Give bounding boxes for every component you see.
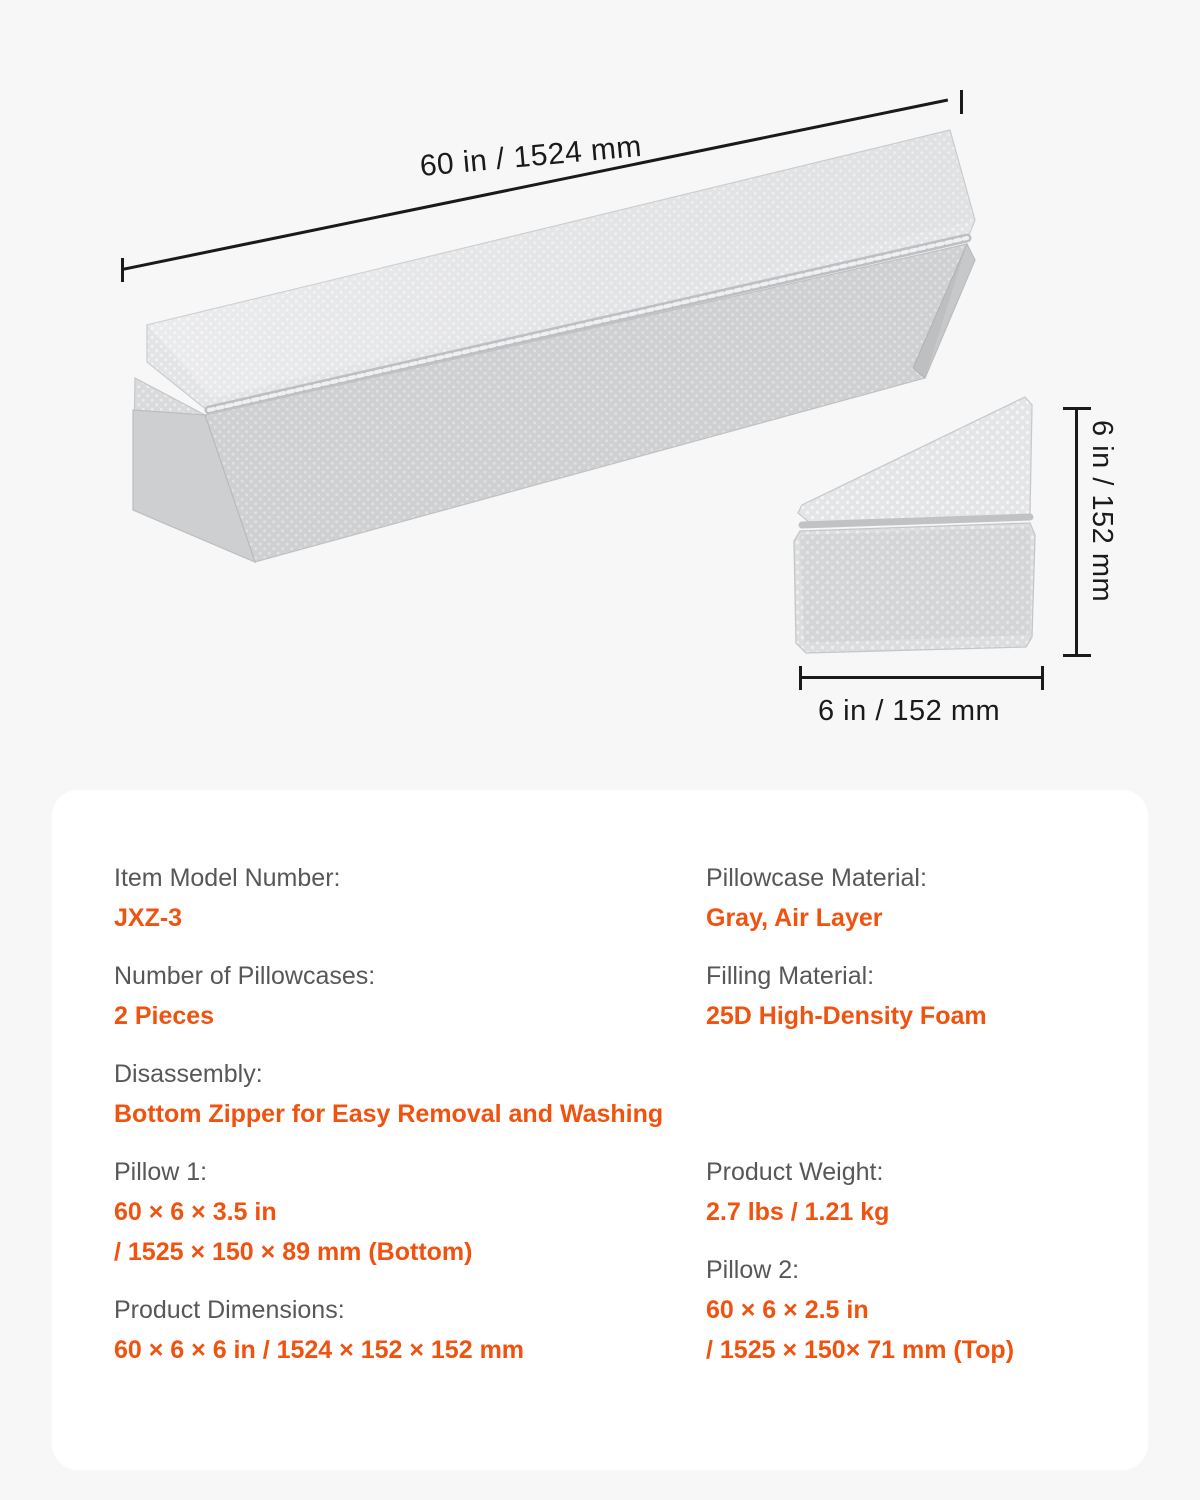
spec-value: JXZ-3 [114,904,183,932]
spec-label: Pillow 1: [114,1158,208,1186]
spec-product-weight [706,1154,1096,1230]
spec-value: 25D High-Density Foam [706,1002,987,1030]
spec-label: Item Model Number: [114,864,341,892]
length-tick-right [960,90,963,114]
height-tick-bottom [1063,654,1091,657]
spec-column-left [114,860,714,1390]
spec-label: Filling Material: [706,962,875,990]
spec-value: Gray, Air Layer [706,904,883,932]
height-tick-top [1063,407,1091,410]
spec-value-line2: / 1525 × 150 × 89 mm (Bottom) [114,1238,473,1266]
spec-pillowcase-material [706,860,1096,936]
spec-label: Number of Pillowcases: [114,962,376,990]
spec-column-right [706,860,1096,1390]
spec-value: 2 Pieces [114,1002,215,1030]
spec-disassembly [114,1056,714,1132]
length-tick-left [121,258,124,282]
spec-value: 60 × 6 × 6 in / 1524 × 152 × 152 mm [114,1336,525,1364]
depth-dimension-label: 6 in / 152 mm [818,695,1001,727]
spec-value: 60 × 6 × 2.5 in [706,1296,869,1324]
spec-filling-material [706,958,1096,1034]
spec-pillow-1 [114,1154,714,1270]
spec-label: Disassembly: [114,1060,263,1088]
spec-value-line2: / 1525 × 150× 71 mm (Top) [706,1336,1015,1364]
spec-label: Pillow 2: [706,1256,800,1284]
length-dimension-label: 60 in / 1524 mm [418,129,644,183]
spec-product-dimensions [114,1292,714,1368]
spec-pillow-2 [706,1252,1096,1368]
spec-value: Bottom Zipper for Easy Removal and Washing [114,1100,664,1128]
spec-number-of-pillowcases [114,958,714,1034]
spec-label: Pillowcase Material: [706,864,927,892]
depth-dimension-line [800,676,1043,679]
height-dimension-line [1075,408,1078,656]
spec-spacer [706,1056,1096,1132]
depth-tick-left [799,666,802,690]
spec-label: Product Weight: [706,1158,884,1186]
depth-tick-right [1041,666,1044,690]
cross-section-pillow-image [780,385,1060,675]
specification-card [52,790,1148,1470]
spec-label: Product Dimensions: [114,1296,345,1324]
height-dimension-label: 6 in / 152 mm [1086,420,1118,603]
spec-item-model-number [114,860,714,936]
spec-value: 2.7 lbs / 1.21 kg [706,1198,890,1226]
spec-value: 60 × 6 × 3.5 in [114,1198,277,1226]
